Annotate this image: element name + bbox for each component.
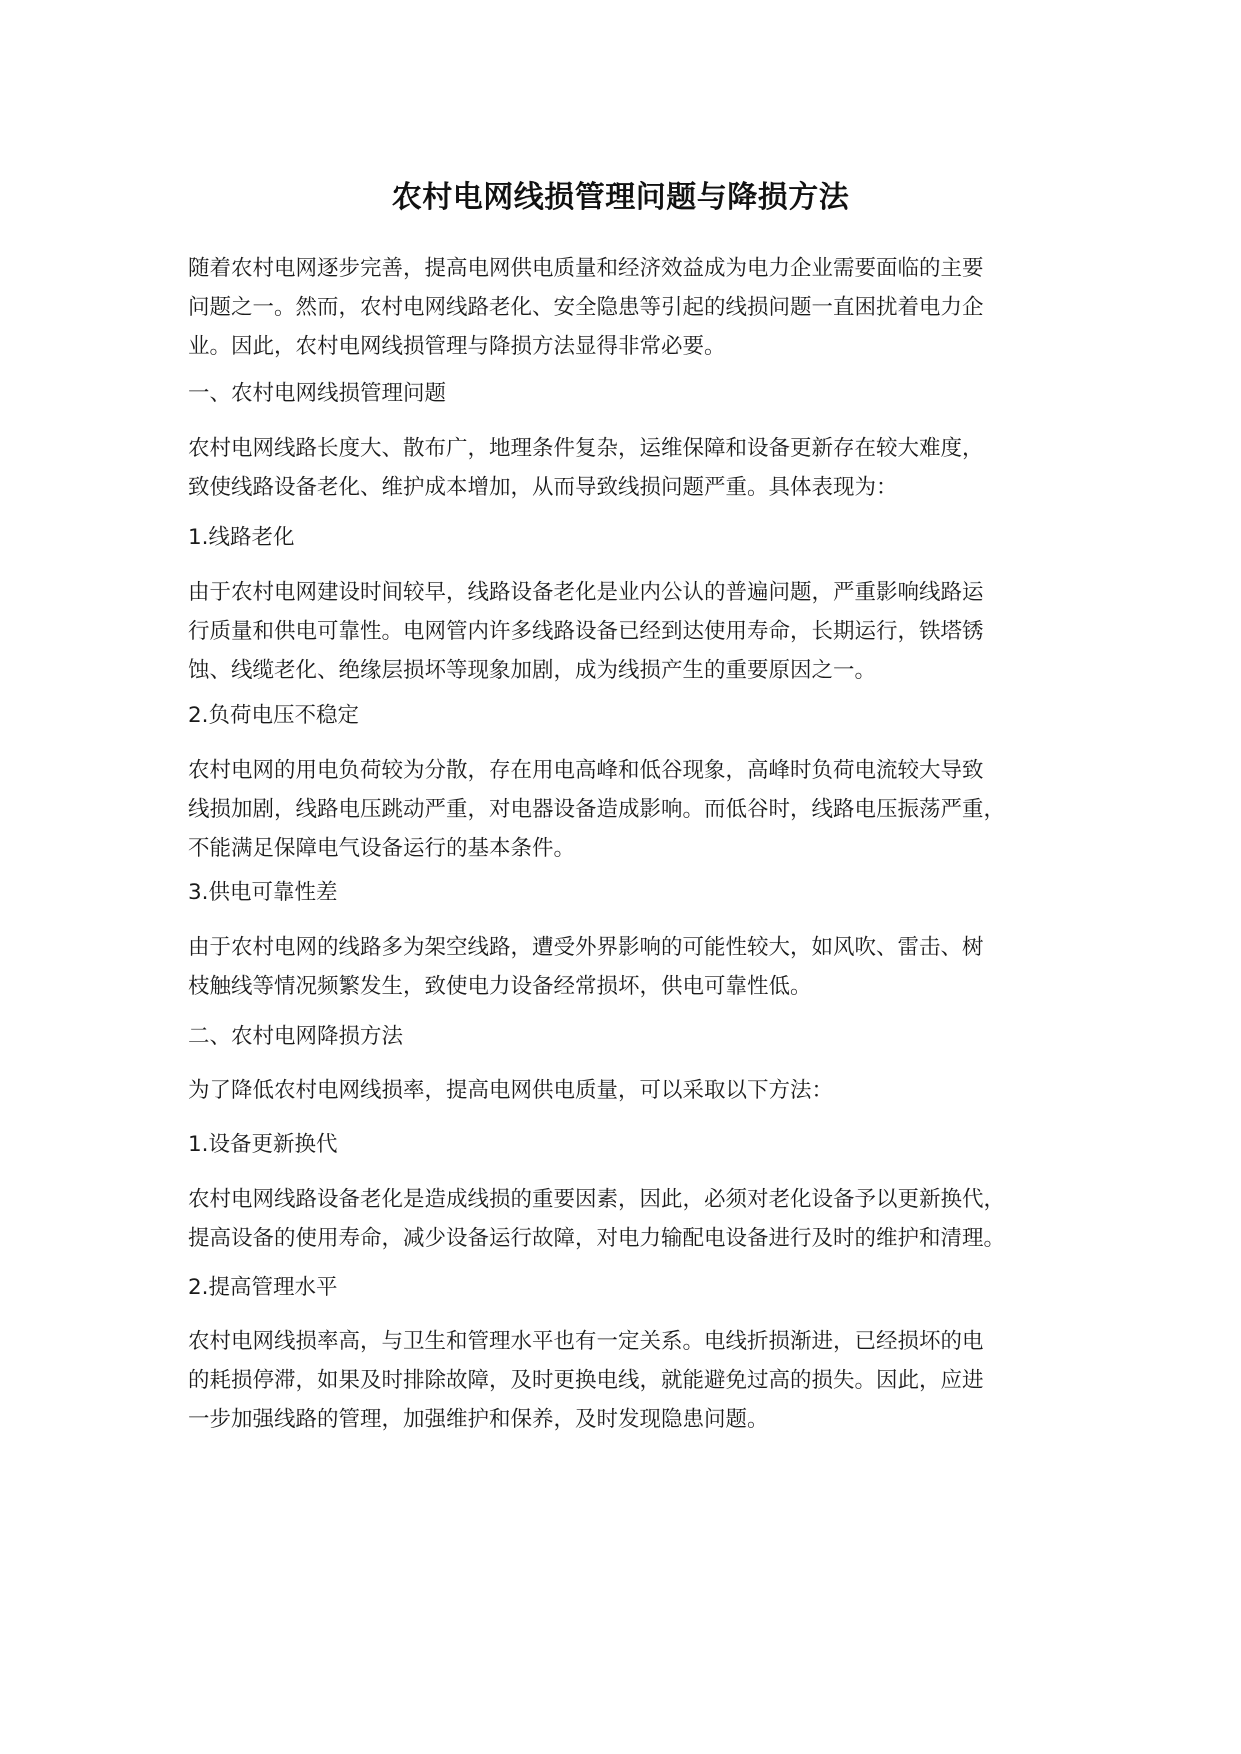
paragraph-equipment-update [188, 1180, 1068, 1258]
section-heading-problems [188, 374, 1068, 413]
heading-line: 一、农村电网线损管理问题 [188, 381, 447, 406]
document-title: 农村电网线损管理问题与降损方法 [391, 180, 850, 215]
paragraph-line: 问题之一。然而，农村电网线路老化、安全隐患等引起的线损问题一直困扰着电力企 [188, 295, 984, 320]
subheading-reliability [188, 873, 1068, 912]
heading-line: 3.供电可靠性差 [188, 880, 338, 905]
section-heading-methods [188, 1017, 1068, 1056]
paragraph-load-voltage [188, 751, 1068, 868]
paragraph-line: 一步加强线路的管理，加强维护和保养，及时发现隐患问题。 [188, 1407, 769, 1432]
paragraph-problems-overview [188, 429, 1068, 507]
paragraph-line: 蚀、线缆老化、绝缘层损坏等现象加剧，成为线损产生的重要原因之一。 [188, 658, 877, 683]
heading-line: 2.负荷电压不稳定 [188, 703, 360, 728]
paragraph-line: 的耗损停滞，如果及时排除故障，及时更换电线，就能避免过高的损失。因此，应进 [188, 1368, 984, 1393]
subheading-equipment-update [188, 1125, 1068, 1164]
heading-line: 1.线路老化 [188, 525, 295, 550]
paragraph-line: 线损加剧，线路电压跳动严重，对电器设备造成影响。而低谷时，线路电压振荡严重， [188, 797, 1006, 822]
paragraph-reliability [188, 928, 1068, 1006]
paragraph-line: 农村电网的用电负荷较为分散，存在用电高峰和低谷现象，高峰时负荷电流较大导致 [188, 758, 984, 783]
paragraph-line: 随着农村电网逐步完善，提高电网供电质量和经济效益成为电力企业需要面临的主要 [188, 256, 984, 281]
paragraph-line-aging [188, 573, 1068, 690]
paragraph-line: 不能满足保障电气设备运行的基本条件。 [188, 836, 576, 861]
heading-line: 二、农村电网降损方法 [188, 1024, 404, 1049]
heading-line: 1.设备更新换代 [188, 1132, 338, 1157]
paragraph-line: 农村电网线损率高，与卫生和管理水平也有一定关系。电线折损渐进，已经损坏的电 [188, 1329, 984, 1354]
paragraph-line: 由于农村电网建设时间较早，线路设备老化是业内公认的普遍问题，严重影响线路运 [188, 580, 984, 605]
paragraph-line: 农村电网线路设备老化是造成线损的重要因素，因此，必须对老化设备予以更新换代， [188, 1187, 1006, 1212]
paragraph-line: 行质量和供电可靠性。电网管内许多线路设备已经到达使用寿命，长期运行，铁塔锈 [188, 619, 984, 644]
paragraph-line: 为了降低农村电网线损率，提高电网供电质量，可以采取以下方法： [188, 1078, 834, 1103]
paragraph-line: 农村电网线路长度大、散布广，地理条件复杂，运维保障和设备更新存在较大难度， [188, 436, 984, 461]
paragraph-line: 枝触线等情况频繁发生，致使电力设备经常损坏，供电可靠性低。 [188, 974, 812, 999]
paragraph-methods-intro [188, 1071, 1068, 1110]
heading-line: 2.提高管理水平 [188, 1275, 338, 1300]
paragraph-intro [188, 249, 1068, 366]
paragraph-line: 致使线路设备老化、维护成本增加，从而导致线损问题严重。具体表现为： [188, 475, 898, 500]
subheading-management [188, 1268, 1068, 1307]
paragraph-line: 由于农村电网的线路多为架空线路，遭受外界影响的可能性较大，如风吹、雷击、树 [188, 935, 984, 960]
subheading-load-voltage [188, 696, 1068, 735]
paragraph-management [188, 1322, 1068, 1439]
subheading-line-aging [188, 518, 1068, 557]
paragraph-line: 提高设备的使用寿命，减少设备运行故障，对电力输配电设备进行及时的维护和清理。 [188, 1226, 1006, 1251]
paragraph-line: 业。因此，农村电网线损管理与降损方法显得非常必要。 [188, 334, 726, 359]
